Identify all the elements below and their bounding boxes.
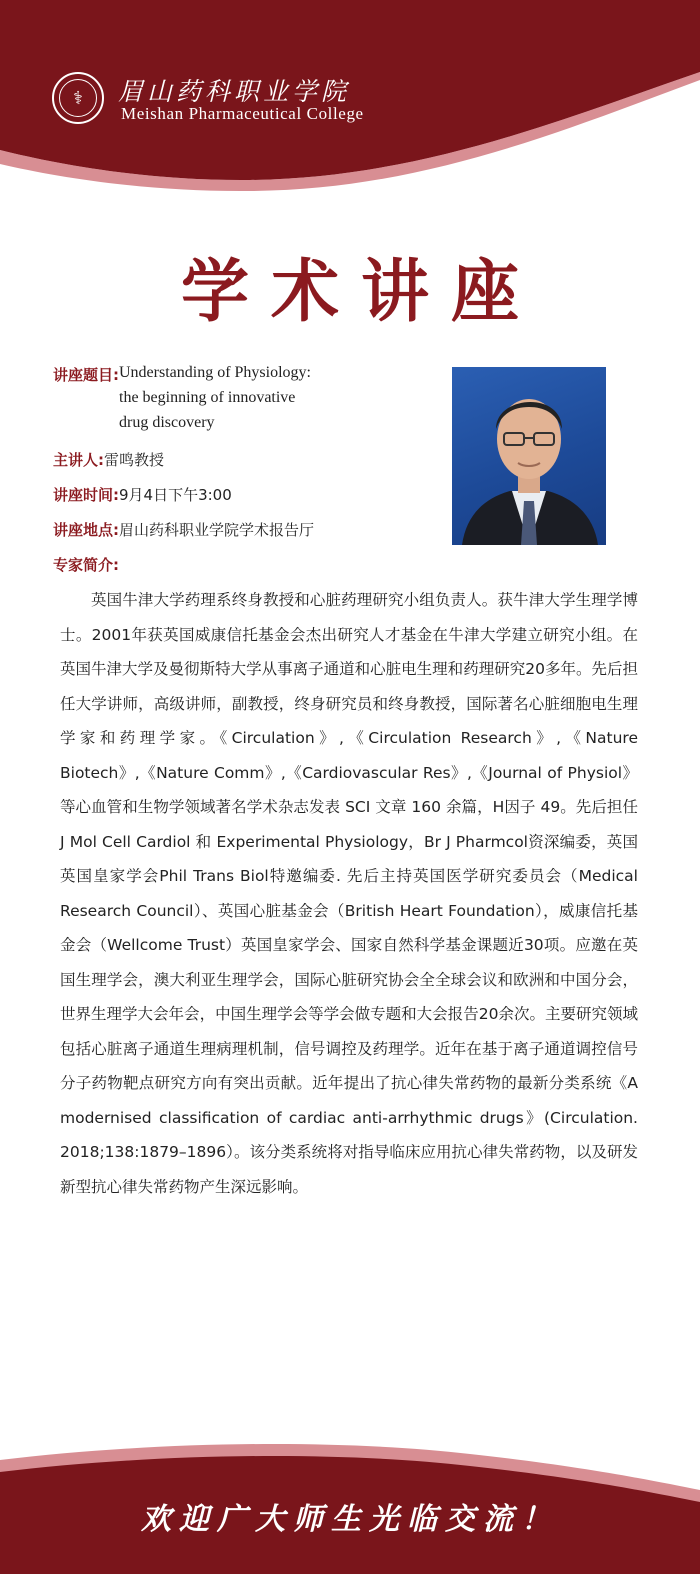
speaker-label: 主讲人: [53,451,104,469]
college-name-cn: 眉山药科职业学院 [118,77,351,106]
bio-label: 专家简介: [53,556,119,574]
topic-line: drug discovery [119,414,215,431]
time-value: 9月4日下午3:00 [119,486,232,504]
place-label: 讲座地点: [53,521,119,539]
lecture-info [53,364,443,589]
welcome-message: 欢迎广大师生光临交流！ [141,1502,559,1537]
topic-label: 讲座题目: [53,366,119,384]
college-name-en: Meishan Pharmaceutical College [121,104,364,123]
speaker-value: 雷鸣教授 [104,451,165,469]
time-label: 讲座时间: [53,486,119,504]
speaker-bio [60,583,638,1204]
speaker-photo [452,367,606,545]
topic-line: the beginning of innovative [119,389,296,406]
topic-row [53,364,443,435]
speaker-row [53,449,443,470]
topic-value [119,360,311,435]
topic-line: Understanding of Physiology: [119,364,311,381]
speaker-portrait-icon [452,367,606,545]
college-seal-icon: ⚕ [52,72,104,124]
bio-label-row [53,554,443,575]
page-title: 学术讲座 [180,253,541,332]
place-value: 眉山药科职业学院学术报告厅 [119,521,315,539]
place-row [53,519,443,540]
bio-text: 英国牛津大学药理系终身教授和心脏药理研究小组负责人。获牛津大学生理学博士。2001年获英国威康信托基金会杰出研究人才基金在牛津大学建立研究小组。在英国牛津大学及曼彻斯特大学从事离子通道和心脏电生理和药理研究20多年。先后担任大学讲师，高级讲师，副教授，终身研究员和终身教授，国际著名心脏细胞电生理学家和药理学家。《Circulation》,《Circulation Research》,《Nature Biotech》,《Nature Comm》,《Cardiovascular Res》,《Journal of Physiol》等心血管和生物学领域著名学术杂志发表 SCI 文章 160 余篇，H因子 49。先后担任 J Mol Cell Cardiol 和 Experimental Physiology，Br J Pharmcol资深编委，英国英国皇家学会Phil Trans Biol特邀编委. 先后主持英国医学研究委员会（Medical Research Council）、英国心脏基金会（British Heart Foundation），威康信托基金会（Wellcome Trust）英国皇家学会、国家自然科学基金课题近30项。应邀在英国生理学会，澳大利亚生理学会，国际心脏研究协会全全球会议和欧洲和中国分会，世界生理学大会年会，中国生理学会等学会做专题和大会报告20余次。主要研究领域包括心脏离子通道生理病理机制，信号调控及药理学。近年在基于离子通道调控信号分子药物靶点研究方向有突出贡献。近年提出了抗心律失常药物的最新分类系统《A modernised classification of cardiac anti-arrhythmic drugs》(Circulation. 2018;138:1879–1896）。该分类系统将对指导临床应用抗心律失常药物，以及研发新型抗心律失常药物产生深远影响。 [60,591,638,1196]
time-row [53,484,443,505]
